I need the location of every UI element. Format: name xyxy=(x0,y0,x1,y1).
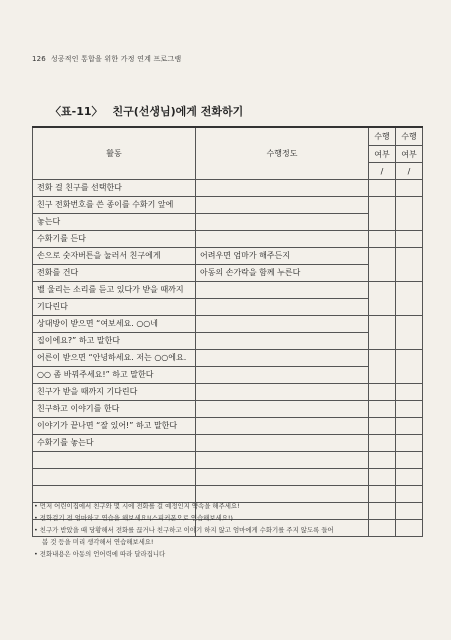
slash-mark: / xyxy=(369,163,396,180)
table-row xyxy=(33,248,423,265)
level-cell xyxy=(196,180,369,197)
check-cell[interactable] xyxy=(369,384,396,401)
activity-cell: 기다린다 xyxy=(33,299,196,316)
activity-cell: ○○ 좀 바꿔주세요!” 하고 말한다 xyxy=(33,367,196,384)
activity-table xyxy=(32,126,423,537)
check-cell[interactable] xyxy=(396,282,423,316)
check-cell[interactable] xyxy=(369,401,396,418)
check-cell[interactable] xyxy=(396,231,423,248)
table-row xyxy=(33,316,423,333)
table-row xyxy=(33,418,423,435)
activity-cell: 친구가 받을 때까지 기다린다 xyxy=(33,384,196,401)
col-header-level: 수행정도 xyxy=(196,127,369,180)
check-cell[interactable] xyxy=(396,180,423,197)
check-cell[interactable] xyxy=(396,384,423,401)
activity-cell: 전화를 건다 xyxy=(33,265,196,282)
check-cell[interactable] xyxy=(369,231,396,248)
activity-cell: 상대방이 받으면 “여보세요. ○○네 xyxy=(33,316,196,333)
table-row xyxy=(33,299,423,316)
level-cell xyxy=(196,401,369,418)
check-cell[interactable] xyxy=(369,316,396,350)
table-row xyxy=(33,401,423,418)
check-cell[interactable] xyxy=(396,418,423,435)
level-cell xyxy=(196,197,369,214)
activity-cell: 수화기를 놓는다 xyxy=(33,435,196,452)
activity-cell: 손으로 숫자버튼을 눌러서 친구에게 xyxy=(33,248,196,265)
check-cell[interactable] xyxy=(369,350,396,384)
level-cell xyxy=(196,299,369,316)
slash-mark: / xyxy=(396,163,423,180)
page-header xyxy=(32,54,181,64)
empty-row xyxy=(33,452,423,469)
check-cell[interactable] xyxy=(396,248,423,282)
activity-cell: 벨 울리는 소리를 듣고 있다가 받을 때까지 xyxy=(33,282,196,299)
check-cell[interactable] xyxy=(369,435,396,452)
level-cell xyxy=(196,333,369,350)
check-cell[interactable] xyxy=(396,435,423,452)
table-title-text: 친구(선생님)에게 전화하기 xyxy=(112,105,244,118)
note-item: 봅 것 등을 미리 생각해서 연습해보세요! xyxy=(42,538,154,546)
table-row xyxy=(33,367,423,384)
table-row xyxy=(33,350,423,367)
note-item: • 전화내용은 아동의 언어력에 따라 달라집니다 xyxy=(34,550,166,558)
check-cell[interactable] xyxy=(396,197,423,231)
check-cell[interactable] xyxy=(369,197,396,231)
level-cell xyxy=(196,367,369,384)
level-cell xyxy=(196,418,369,435)
activity-cell: 놓는다 xyxy=(33,214,196,231)
col-header-done2-line1: 수행 xyxy=(396,127,423,146)
table-row xyxy=(33,282,423,299)
col-header-done1-line2: 여부 xyxy=(369,146,396,163)
table-title xyxy=(50,103,243,119)
activity-cell: 전화 걸 친구를 선택한다 xyxy=(33,180,196,197)
table-row xyxy=(33,384,423,401)
level-cell xyxy=(196,214,369,231)
activity-cell: 집이에요?” 하고 말한다 xyxy=(33,333,196,350)
check-cell[interactable] xyxy=(396,350,423,384)
col-header-done1-line1: 수행 xyxy=(369,127,396,146)
note-item: • 친구가 받았을 때 당황해서 전화를 끊거나 친구하고 이야기 하지 않고 엄마에게 수화기를 주지 않도록 들어 xyxy=(34,526,334,534)
check-cell[interactable] xyxy=(396,316,423,350)
level-cell xyxy=(196,384,369,401)
book-title: 성공적인 통합을 위한 가정 연계 프로그램 xyxy=(50,55,182,63)
notes xyxy=(34,500,424,560)
check-cell[interactable] xyxy=(369,282,396,316)
note-item: • 먼저 어린이집에서 친구와 몇 시에 전화를 걸 예정인지 약속을 해주세요! xyxy=(34,502,240,510)
activity-cell: 수화기를 든다 xyxy=(33,231,196,248)
page-number: 126 xyxy=(32,55,46,63)
check-cell[interactable] xyxy=(396,401,423,418)
level-cell xyxy=(196,316,369,333)
table-row xyxy=(33,180,423,197)
table-row xyxy=(33,197,423,214)
activity-cell: 친구 전화번호를 쓴 종이를 수화기 앞에 xyxy=(33,197,196,214)
level-cell xyxy=(196,231,369,248)
note-item: • 전화걸기 전 엄마하고 연습을 해보세요!(스피커폰으로 연습해보세요!) xyxy=(34,514,233,522)
activity-cell: 친구하고 이야기를 한다 xyxy=(33,401,196,418)
level-cell xyxy=(196,350,369,367)
level-cell: 어려우면 엄마가 해주든지 xyxy=(196,248,369,265)
table-row xyxy=(33,265,423,282)
activity-cell: 이야기가 끝나면 “잘 있어!” 하고 말한다 xyxy=(33,418,196,435)
col-header-activity: 활동 xyxy=(33,127,196,180)
table-row xyxy=(33,333,423,350)
table-row xyxy=(33,214,423,231)
table-label: 〈표-11〉 xyxy=(50,105,103,118)
table-row xyxy=(33,435,423,452)
level-cell xyxy=(196,435,369,452)
activity-cell: 어른이 받으면 “안녕하세요. 저는 ○○에요. xyxy=(33,350,196,367)
level-cell: 아동의 손가락을 함께 누른다 xyxy=(196,265,369,282)
level-cell xyxy=(196,282,369,299)
empty-row xyxy=(33,469,423,486)
check-cell[interactable] xyxy=(369,418,396,435)
check-cell[interactable] xyxy=(369,180,396,197)
check-cell[interactable] xyxy=(369,248,396,282)
col-header-done2-line2: 여부 xyxy=(396,146,423,163)
table-row xyxy=(33,231,423,248)
